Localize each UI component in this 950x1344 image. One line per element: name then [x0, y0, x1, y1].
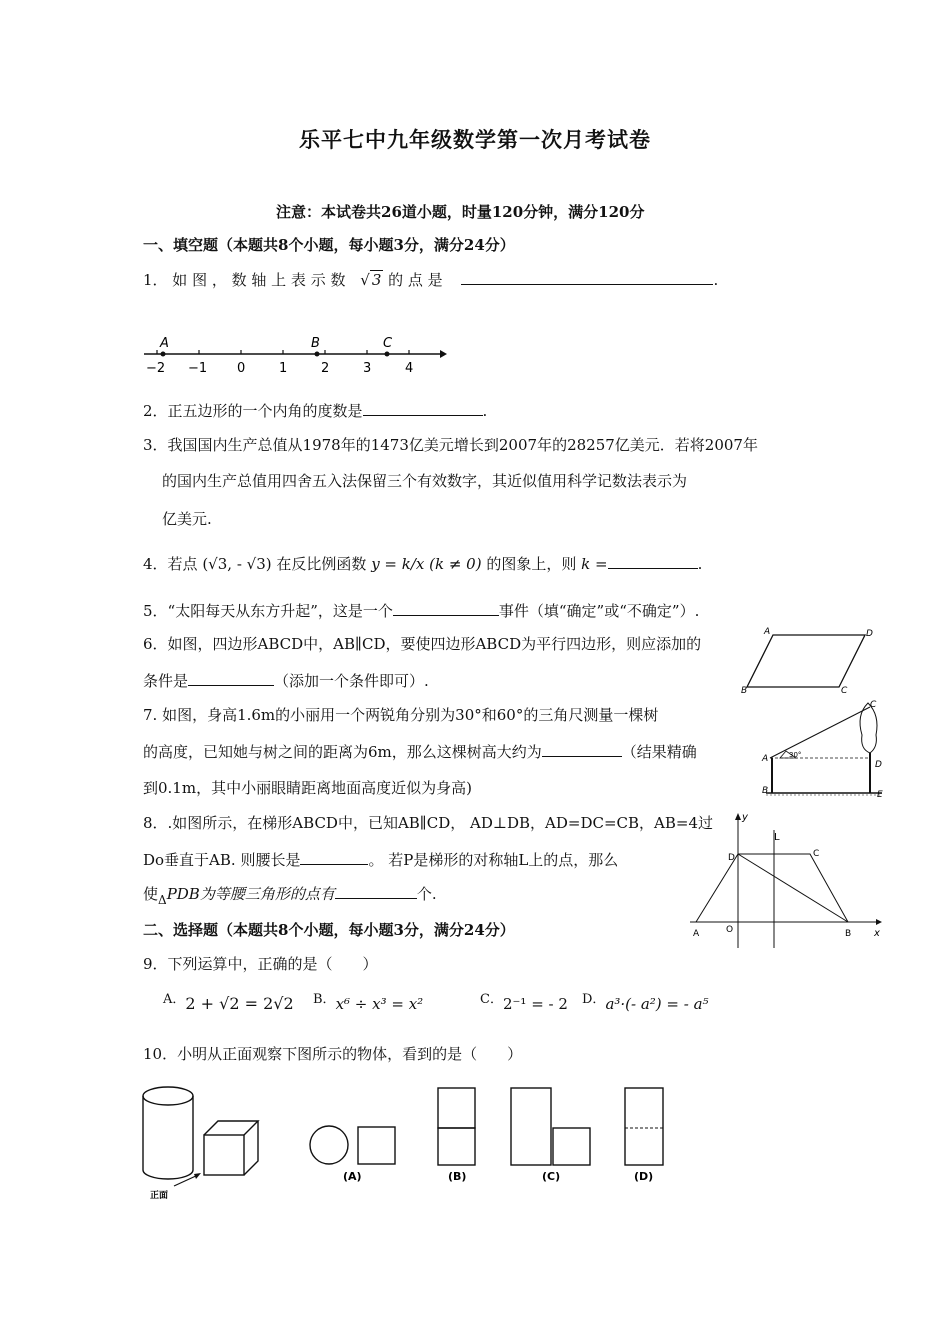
number-line-figure	[140, 330, 450, 380]
q8-leg-blank[interactable]	[300, 850, 368, 865]
svg-text:O: O	[726, 925, 734, 935]
svg-text:C: C	[841, 686, 848, 696]
svg-text:B: B	[762, 786, 769, 796]
question-4: 4．若点 (√3, - √3) 在反比例函数 y = k/x (k ≠ 0) 的图象上，则 k = .	[143, 555, 703, 573]
parallelogram-figure	[735, 622, 885, 697]
q4-function: y = k/x (k ≠ 0)	[371, 555, 482, 573]
question-2: 2．正五边形的一个内角的度数是 .	[143, 402, 488, 420]
svg-text:B: B	[845, 929, 852, 939]
q1-text: 1． 如 图 ， 数 轴 上 表 示 数	[143, 271, 346, 289]
question-3-line2: 的国内生产总值用四舍五入法保留三个有效数字，其近似值用科学记数法表示为	[162, 472, 688, 490]
svg-text:C: C	[813, 849, 820, 859]
svg-text:D: D	[728, 853, 735, 863]
option-d-label: (D)	[634, 1170, 654, 1183]
question-6-line1: 6．如图，四边形ABCD中，AB∥CD，要使四边形ABCD为平行四边形，则应添加的	[143, 635, 702, 653]
q4-answer-blank[interactable]	[608, 554, 698, 569]
svg-text:30°: 30°	[789, 751, 802, 759]
trapezoid-coordinate-figure	[686, 808, 886, 953]
tick-label: 4	[405, 361, 414, 376]
q9-option-d[interactable]: D．a³·(- a²) = - a⁵	[582, 992, 709, 1013]
question-8-line1: 8．.如图所示，在梯形ABCD中，已知AB∥CD， AD⊥DB，AD=DC=CB，AB=4过	[143, 814, 713, 832]
views-figure	[138, 1080, 678, 1205]
tick-label: 2	[321, 361, 330, 376]
svg-text:A: A	[762, 754, 769, 764]
question-9: 9．下列运算中，正确的是（ ）	[143, 955, 378, 973]
svg-text:B: B	[741, 686, 748, 696]
svg-text:D: D	[875, 760, 882, 770]
section-multiple-choice: 二、选择题（本题共8个小题，每小题3分，满分24分）	[143, 921, 515, 939]
tick-label: −1	[188, 361, 208, 376]
tick-label: 3	[363, 361, 372, 376]
section-fill-blank: 一、填空题（本题共8个小题，每小题3分，满分24分）	[143, 236, 515, 254]
question-5: 5．“太阳每天从东方升起”，这是一个 事件（填“确定”或“不确定”）.	[143, 602, 700, 620]
q4-point: (√3, - √3)	[202, 555, 272, 573]
question-10: 10．小明从正面观察下图所示的物体，看到的是（ ）	[143, 1045, 523, 1063]
svg-text:L: L	[774, 832, 780, 843]
tick-label: −2	[146, 361, 166, 376]
option-b-label: (B)	[448, 1170, 467, 1183]
point-a-dot	[161, 352, 166, 357]
svg-text:x: x	[874, 928, 880, 939]
option-c-label: (C)	[542, 1170, 561, 1183]
sqrt3-expression: √ 3	[360, 271, 382, 289]
q7-answer-blank[interactable]	[542, 742, 622, 757]
exam-notice: 注意：本试卷共26道小题，时量120分钟，满分120分	[276, 203, 645, 221]
q6-answer-blank[interactable]	[188, 671, 274, 686]
q2-answer-blank[interactable]	[363, 401, 483, 416]
page-title: 乐平七中九年级数学第一次月考试卷	[299, 127, 651, 152]
q8-count-blank[interactable]	[335, 884, 417, 899]
svg-text:D: D	[866, 629, 873, 639]
point-b-label: B	[311, 336, 320, 351]
question-7-line1: 7. 如图，身高1.6m的小丽用一个两锐角分别为30°和60°的三角尺测量一棵树	[143, 706, 659, 724]
svg-text:y: y	[742, 812, 748, 823]
question-7-line3: 到0.1m，其中小丽眼睛距离地面高度近似为身高)	[143, 779, 472, 797]
q1-answer-blank[interactable]	[461, 270, 713, 285]
point-c-dot	[385, 352, 390, 357]
point-c-label: C	[383, 336, 393, 351]
tick-label: 0	[237, 361, 246, 376]
question-8-line2: Do垂直于AB. 则腰长是 。 若P是梯形的对称轴L上的点，那么	[143, 851, 619, 869]
question-3-line3: 亿美元.	[162, 510, 212, 528]
q5-answer-blank[interactable]	[393, 601, 499, 616]
svg-text:C: C	[870, 700, 877, 710]
q9-option-a[interactable]: A．2 + √2 = 2√2	[163, 992, 294, 1013]
cylinder-object	[143, 1087, 193, 1179]
svg-text:E: E	[877, 790, 883, 800]
q9-option-c[interactable]: C．2⁻¹ = - 2	[480, 992, 568, 1013]
question-8-line3: 使$_\Delta$PDB为等腰三角形的点有 个.	[143, 885, 437, 907]
question-7-line2: 的高度，已知她与树之间的距离为6m，那么这棵树高大约为 （结果精确	[143, 743, 697, 761]
tree-measurement-figure	[758, 695, 888, 805]
svg-text:A: A	[693, 929, 700, 939]
front-label: 正面	[150, 1191, 169, 1201]
question-6-line2: 条件是 （添加一个条件即可）.	[143, 672, 429, 690]
q9-option-b[interactable]: B．x⁶ ÷ x³ = x²	[313, 992, 424, 1013]
tick-label: 1	[279, 361, 288, 376]
question-3-line1: 3．我国国内生产总值从1978年的1473亿美元增长到2007年的28257亿美元．若将2007年	[143, 436, 758, 454]
svg-text:A: A	[764, 627, 771, 637]
question-1: 1． 如 图 ， 数 轴 上 表 示 数 √ 3 的 点 是 .	[143, 271, 719, 289]
option-a-label: (A)	[343, 1170, 362, 1183]
cube-object	[204, 1121, 258, 1175]
point-a-label: A	[160, 336, 169, 351]
point-b-dot	[315, 352, 320, 357]
